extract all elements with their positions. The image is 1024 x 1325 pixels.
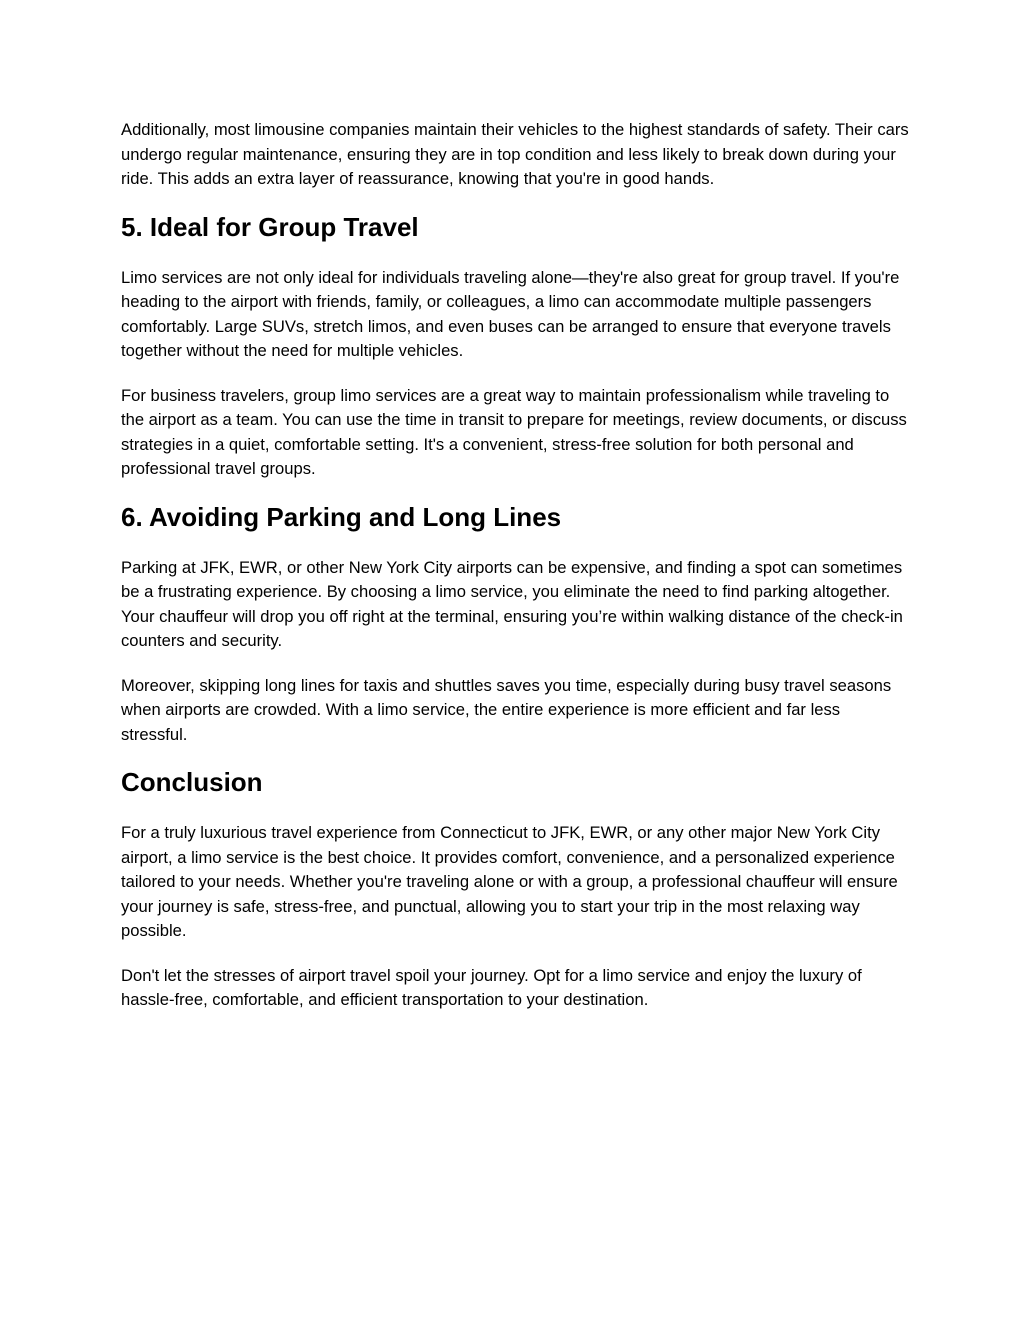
paragraph-safety-standards: Additionally, most limousine companies maintain their vehicles to the highest standards of safety. Their cars undergo regular maintenance, ensuring they are in top condition and less likely to break down during your ride. This adds an extra layer of reassurance, knowing that you're in good hands. <box>121 120 909 188</box>
paragraph-closing: Don't let the stresses of airport travel spoil your journey. Opt for a limo service and enjoy the luxury of hassle-free, comfortable, and efficient transportation to your destination. <box>121 965 862 1009</box>
heading-group-travel: 5. Ideal for Group Travel <box>121 211 419 242</box>
paragraph-conclusion: For a truly luxurious travel experience from Connecticut to JFK, EWR, or any other major New York City airport, a limo service is the best choice. It provides comfort, convenience, and a personalized experience tailored to your needs. Whether you're traveling alone or with a group, a professional chauffeur will ensure your journey is safe, stress-free, and punctual, allowing you to start your trip in the most relaxing way possible. <box>121 823 898 940</box>
document-page <box>121 118 911 1033</box>
paragraph-long-lines: Moreover, skipping long lines for taxis and shuttles saves you time, especially during busy travel seasons when airports are crowded. With a limo service, the entire experience is more efficient and far less stressful. <box>121 675 892 744</box>
paragraph-business-travelers: For business travelers, group limo services are a great way to maintain professionalism while traveling to the airport as a team. You can use the time in transit to prepare for meetings, review documents, or discuss strategies in a quiet, comfortable setting. It's a convenient, stress-free solution for both personal and professional travel groups. <box>121 385 907 478</box>
heading-parking-lines: 6. Avoiding Parking and Long Lines <box>121 501 562 532</box>
paragraph-group-travel: Limo services are not only ideal for individuals traveling alone—they're also great for group travel. If you're heading to the airport with friends, family, or colleagues, a limo can accommodate multiple passengers comfortably. Large SUVs, stretch limos, and even buses can be arranged to ensure that everyone travels together without the need for multiple vehicles. <box>121 267 900 360</box>
paragraph-parking: Parking at JFK, EWR, or other New York City airports can be expensive, and finding a spot can sometimes be a frustrating experience. By choosing a limo service, you eliminate the need to find parking altogether. Your chauffeur will drop you off right at the terminal, ensuring you’re within walking distance of the check-in counters and security. <box>121 557 903 650</box>
heading-conclusion: Conclusion <box>121 767 263 797</box>
